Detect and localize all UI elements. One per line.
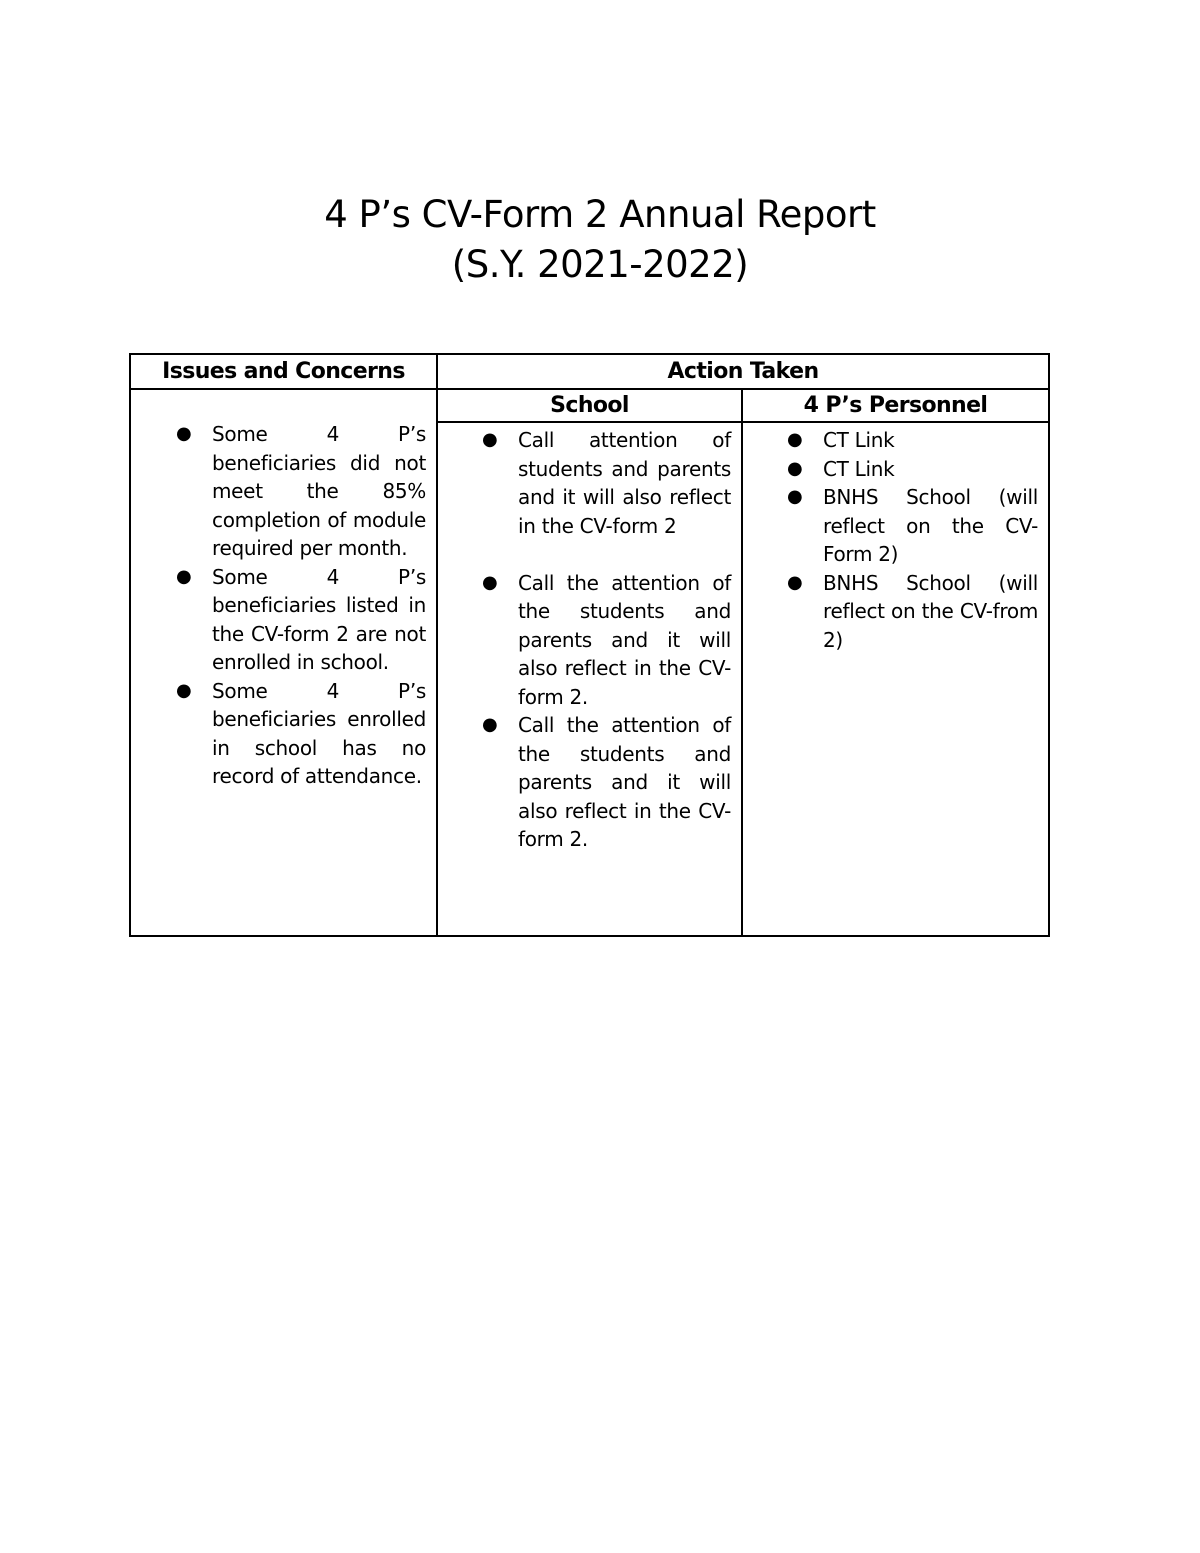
personnel-action-text: CT Link [823,428,895,452]
report-title [0,190,1200,290]
header-action-taken: Action Taken [437,354,1049,389]
header-personnel: 4 P’s Personnel [742,389,1049,422]
list-item [787,455,1038,484]
bullet-icon: ● [176,565,192,587]
list-item [787,483,1039,569]
issue-text: Some 4 P’s beneficiaries listed in the CV-form 2 are not enrolled in school. [212,564,426,674]
title-line-2: (S.Y. 2021-2022) [451,243,749,286]
header-school: School [437,389,742,422]
issue-text: Some 4 P’s beneficiaries did not meet the 85% completion of module required per month. [212,422,426,560]
subheader-row [130,389,1049,422]
bullet-icon: ● [482,714,498,735]
header-issues: Issues and Concerns [130,354,437,389]
bullet-icon: ● [176,423,192,444]
personnel-action-text: BNHS School (will reflect on the CV-Form 2) [823,485,1039,566]
list-item [482,426,731,540]
list-item [176,420,426,563]
school-action-text: Call the attention of the students and parents and it will also reflect in the CV-form 2. [518,713,731,851]
bullet-icon: ● [482,571,498,593]
school-actions-list [438,423,741,854]
list-item [176,677,426,791]
bullet-icon: ● [787,486,803,507]
bullet-icon: ● [787,429,803,450]
bullet-icon: ● [787,571,803,593]
issues-cell [130,389,437,936]
list-item [482,569,731,712]
bullet-icon: ● [482,429,498,450]
title-line-1: 4 P’s CV-Form 2 Annual Report [324,193,876,236]
bullet-icon: ● [787,457,803,479]
list-item [787,426,1038,455]
issue-text: Some 4 P’s beneficiaries enrolled in school has no record of attendance. [212,678,426,788]
issues-list [131,390,436,791]
personnel-action-text: CT Link [823,456,895,481]
school-action-text: Call attention of students and parents and it will also reflect in the CV-form 2 [518,428,731,538]
list-item [787,569,1039,655]
list-item [482,711,731,854]
school-actions-cell [437,422,742,936]
bullet-icon: ● [176,679,192,701]
report-table [129,353,1050,937]
personnel-action-text: BNHS School (will reflect on the CV-from 2) [823,570,1039,652]
personnel-actions-cell [742,422,1049,936]
personnel-actions-list [743,423,1048,654]
list-item [176,563,426,677]
school-action-text: Call the attention of the students and parents and it will also reflect in the CV-form 2. [518,570,731,709]
header-row [130,354,1049,389]
